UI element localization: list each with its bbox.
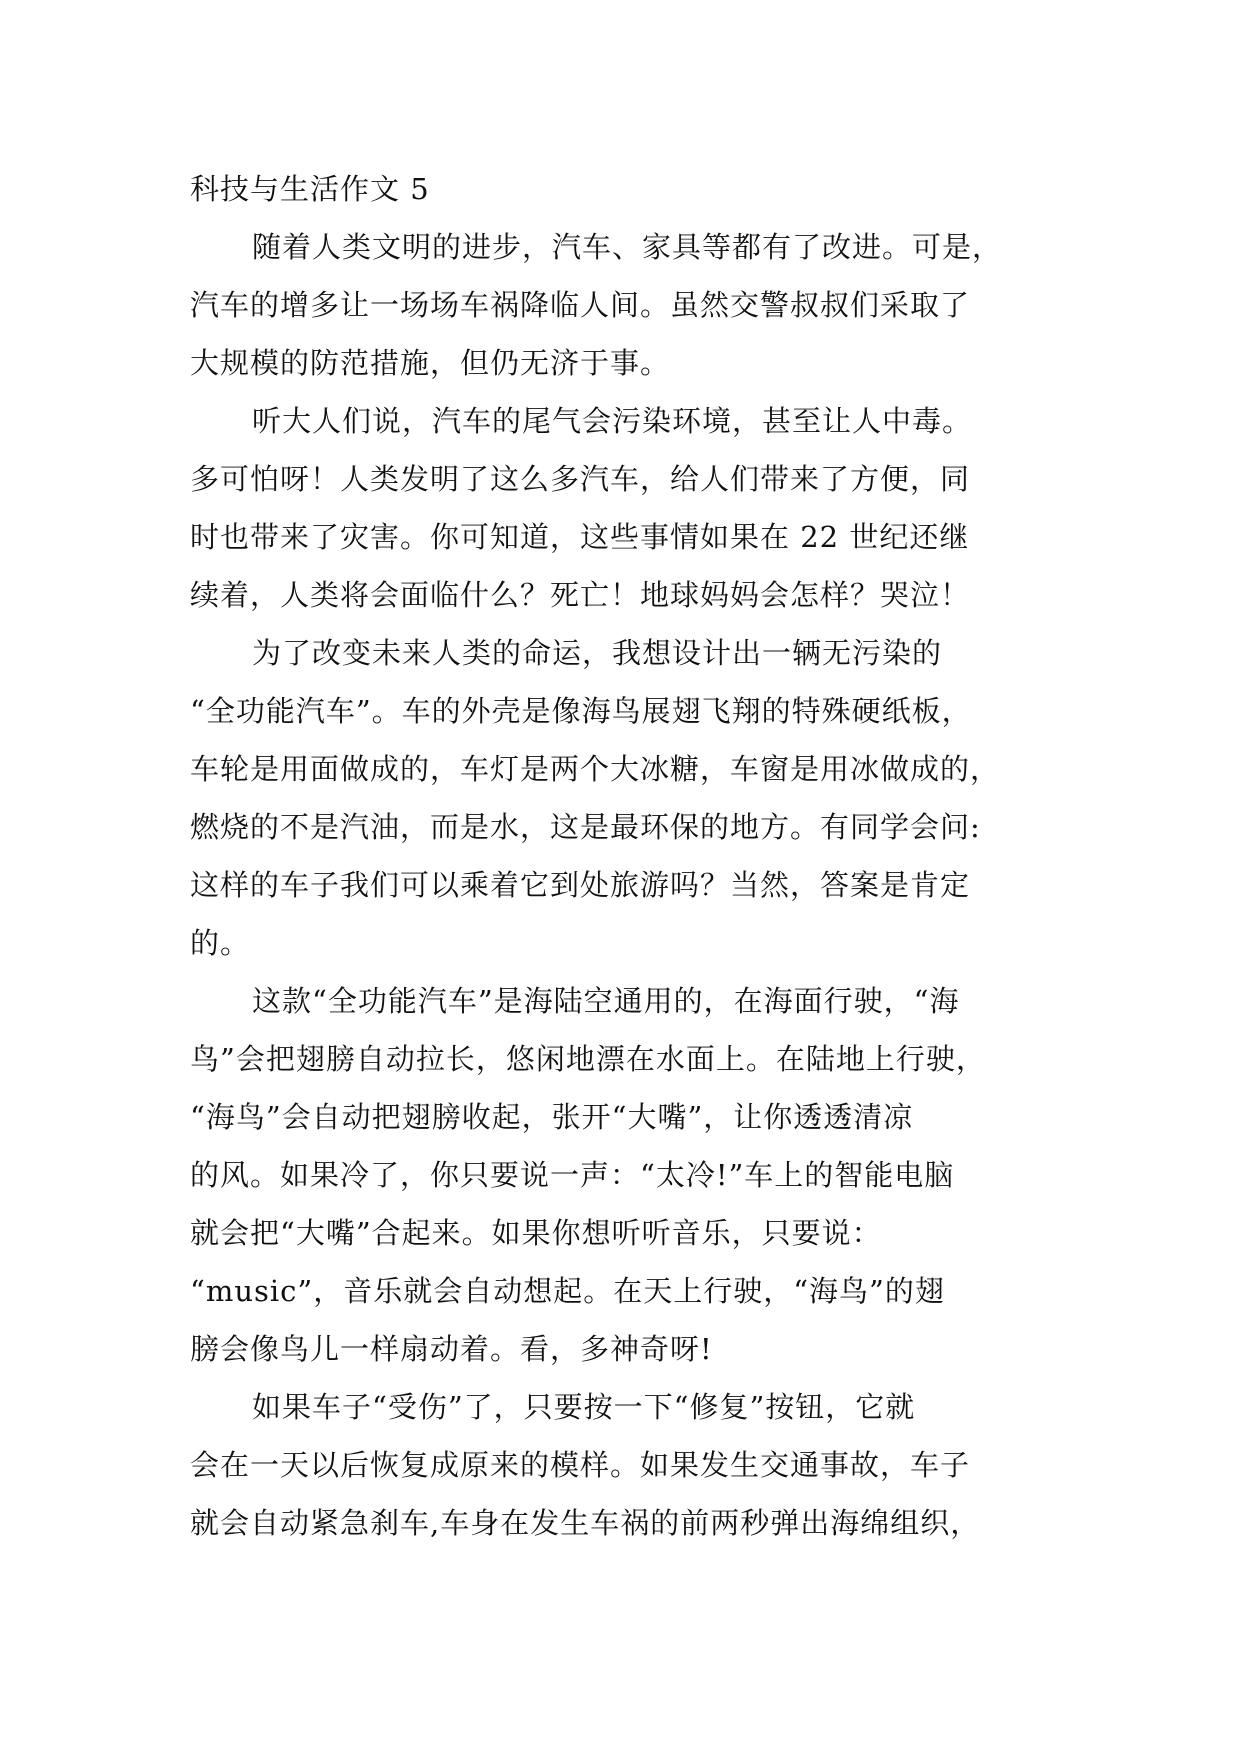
paragraph-4-line-5: 就会把“大嘴”合起来。如果你想听听音乐，只要说：: [190, 1216, 882, 1250]
paragraph-3-line-1: 为了改变未来人类的命运，我想设计出一辆无污染的: [252, 636, 943, 670]
paragraph-4-line-1: 这款“全功能汽车”是海陆空通用的，在海面行驶，“海: [252, 984, 960, 1018]
paragraph-2-line-2: 多可怕呀！人类发明了这么多汽车，给人们带来了方便，同: [190, 462, 971, 496]
paragraph-2-line-3: 时也带来了灾害。你可知道，这些事情如果在 22 世纪还继: [190, 520, 970, 554]
paragraph-1-line-3: 大规模的防范措施，但仍无济于事。: [190, 346, 671, 380]
paragraph-4-line-6: “music”，音乐就会自动想起。在天上行驶，“海鸟”的翅: [190, 1274, 945, 1308]
paragraph-2-line-4: 续着，人类将会面临什么？死亡！地球妈妈会怎样？哭泣！: [190, 578, 971, 612]
paragraph-1-line-2: 汽车的增多让一场场车祸降临人间。虽然交警叔叔们采取了: [190, 288, 971, 322]
paragraph-5-line-2: 会在一天以后恢复成原来的模样。如果发生交通事故，车子: [190, 1448, 971, 1482]
paragraph-3-line-4: 燃烧的不是汽油，而是水，这是最环保的地方。有同学会问:: [190, 810, 981, 844]
paragraph-3-line-5: 这样的车子我们可以乘着它到处旅游吗？当然，答案是肯定: [190, 868, 971, 902]
paragraph-4-line-2: 鸟”会把翅膀自动拉长，悠闲地漂在水面上。在陆地上行驶，: [190, 1042, 986, 1076]
paragraph-5-line-1: 如果车子“受伤”了，只要按一下“修复”按钮，它就: [252, 1390, 916, 1424]
paragraph-2-line-1: 听大人们说，汽车的尾气会污染环境，甚至让人中毒。: [252, 404, 973, 438]
paragraph-1-line-1: 随着人类文明的进步，汽车、家具等都有了改进。可是，: [252, 230, 1003, 264]
paragraph-3-line-6: 的。: [190, 926, 251, 960]
paragraph-3-line-3: 车轮是用面做成的，车灯是两个大冰糖，车窗是用冰做成的，: [190, 752, 1001, 786]
document-body: [190, 160, 1060, 1552]
paragraph-3-line-2: “全功能汽车”。车的外壳是像海鸟展翅飞翔的特殊硬纸板，: [190, 694, 972, 728]
paragraph-5-line-3: 就会自动紧急刹车,车身在发生车祸的前两秒弹出海绵组织，: [190, 1506, 981, 1540]
paragraph-4-line-3: “海鸟”会自动把翅膀收起，张开“大嘴”，让你透透清凉: [190, 1100, 914, 1134]
paragraph-4-line-7: 膀会像鸟儿一样扇动着。看，多神奇呀!: [190, 1332, 713, 1366]
document-title: 科技与生活作文 5: [190, 172, 430, 206]
paragraph-4-line-4: 的风。如果冷了，你只要说一声：“太冷!”车上的智能电脑: [190, 1158, 955, 1192]
